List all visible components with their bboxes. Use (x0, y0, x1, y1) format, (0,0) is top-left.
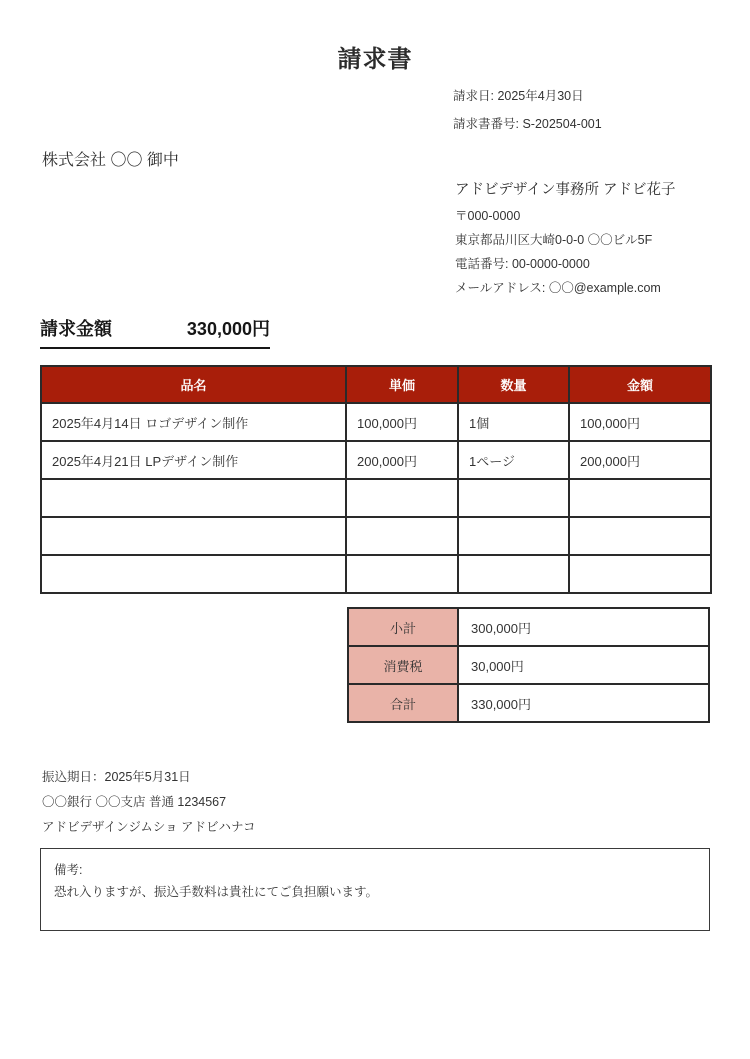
subtotal-row (348, 608, 709, 646)
subtotal-label: 小計 (348, 608, 458, 646)
sender-postal-code: 〒000-0000 (455, 209, 521, 223)
payment-info-block (42, 765, 256, 840)
cell-unit-price (346, 517, 458, 555)
cell-quantity (458, 517, 569, 555)
subtotal-value: 300,000円 (458, 608, 709, 646)
table-row (41, 403, 711, 441)
payment-deadline: 振込期日：2025年5月31日 (42, 770, 191, 784)
sender-address: 東京都品川区大崎0-0-0 〇〇ビル5F (455, 233, 653, 247)
billing-amount-line (40, 315, 270, 349)
payment-account-holder: アドビデザインジムショ アドビハナコ (42, 820, 256, 834)
table-row (41, 441, 711, 479)
page-title: 請求書 (337, 46, 413, 73)
sender-phone: 電話番号: 00-0000-0000 (455, 257, 590, 271)
cell-quantity: 1ページ (458, 441, 569, 479)
cell-unit-price (346, 555, 458, 593)
sender-email: メールアドレス: 〇〇@example.com (455, 281, 661, 295)
cell-amount (569, 479, 711, 517)
column-header-item-name: 品名 (41, 366, 346, 403)
total-row (348, 684, 709, 722)
cell-quantity (458, 479, 569, 517)
cell-amount: 100,000円 (569, 403, 711, 441)
billing-amount-value: 330,000円 (186, 319, 270, 339)
cell-unit-price: 200,000円 (346, 441, 458, 479)
cell-amount (569, 517, 711, 555)
cell-amount: 200,000円 (569, 441, 711, 479)
billing-amount-label: 請求金額 (40, 319, 112, 339)
cell-item-name (41, 479, 346, 517)
payment-bank-account: 〇〇銀行 〇〇支店 普通 1234567 (42, 795, 227, 809)
table-row (41, 555, 711, 593)
column-header-unit-price: 単価 (346, 366, 458, 403)
table-row (41, 517, 711, 555)
cell-item-name (41, 555, 346, 593)
cell-unit-price: 100,000円 (346, 403, 458, 441)
invoice-number: 請求書番号: S-202504-001 (453, 117, 602, 131)
column-header-quantity: 数量 (458, 366, 569, 403)
total-value: 330,000円 (458, 684, 709, 722)
recipient-name: 株式会社 〇〇 御中 (42, 152, 179, 169)
cell-unit-price (346, 479, 458, 517)
notes-label: 備考: (54, 863, 83, 877)
cell-item-name: 2025年4月21日 LPデザイン制作 (41, 441, 346, 479)
table-row (41, 479, 711, 517)
tax-row (348, 646, 709, 684)
invoice-meta (453, 82, 602, 138)
tax-label: 消費税 (348, 646, 458, 684)
cell-item-name: 2025年4月14日 ロゴデザイン制作 (41, 403, 346, 441)
invoice-date: 請求日: 2025年4月30日 (453, 89, 584, 103)
tax-value: 30,000円 (458, 646, 709, 684)
totals-table (347, 607, 710, 723)
cell-item-name (41, 517, 346, 555)
items-table (40, 365, 712, 594)
cell-amount (569, 555, 711, 593)
items-header-row (41, 366, 711, 403)
cell-quantity (458, 555, 569, 593)
notes-box (40, 848, 710, 931)
cell-quantity: 1個 (458, 403, 569, 441)
notes-message: 恐れ入りますが、振込手数料は貴社にてご負担願います。 (54, 885, 379, 899)
sender-block (455, 180, 676, 300)
total-label: 合計 (348, 684, 458, 722)
sender-name: アドビデザイン事務所 アドビ花子 (455, 182, 676, 198)
column-header-amount: 金額 (569, 366, 711, 403)
